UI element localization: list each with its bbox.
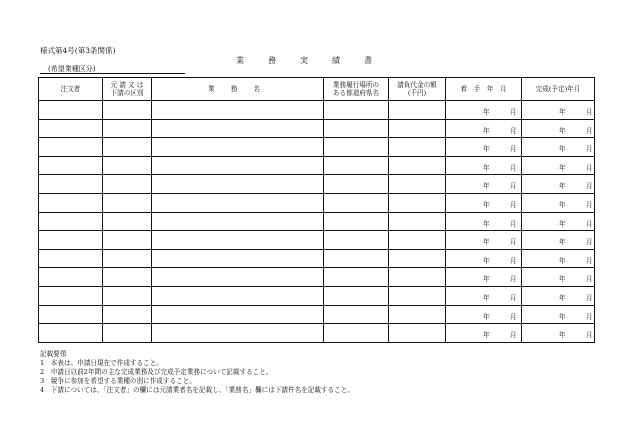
cell-prime-or-sub[interactable] [103, 101, 152, 120]
cell-task-name[interactable] [152, 324, 324, 343]
cell-prime-or-sub[interactable] [103, 212, 152, 231]
cell-contract-amount[interactable] [389, 175, 446, 194]
header-prefecture-line1: 業務履行場所の [332, 81, 380, 89]
table-row [39, 249, 595, 268]
cell-contract-amount[interactable] [389, 138, 446, 157]
cell-client[interactable] [39, 156, 103, 175]
table-row [39, 138, 595, 157]
year-mark: 年 [559, 293, 566, 302]
cell-start-date[interactable] [446, 249, 522, 268]
cell-client[interactable] [39, 286, 103, 305]
header-prime-or-sub [103, 78, 152, 101]
cell-start-date[interactable] [446, 156, 522, 175]
month-mark: 月 [510, 256, 517, 265]
cell-task-name[interactable] [152, 101, 324, 120]
year-mark: 年 [483, 145, 490, 154]
header-task-name: 業 務 名 [152, 78, 324, 101]
cell-prime-or-sub[interactable] [103, 324, 152, 343]
year-mark: 年 [483, 275, 490, 284]
cell-prime-or-sub[interactable] [103, 305, 152, 324]
year-mark: 年 [483, 108, 490, 116]
cell-task-name[interactable] [152, 305, 324, 324]
month-mark: 月 [586, 238, 593, 247]
cell-prime-or-sub[interactable] [103, 249, 152, 268]
cell-completion-date[interactable] [522, 324, 595, 343]
month-mark: 月 [586, 145, 593, 154]
cell-contract-amount[interactable] [389, 212, 446, 231]
cell-prime-or-sub[interactable] [103, 175, 152, 194]
cell-task-name[interactable] [152, 212, 324, 231]
month-mark: 月 [586, 163, 593, 172]
cell-completion-date[interactable] [522, 156, 595, 175]
cell-prime-or-sub[interactable] [103, 156, 152, 175]
cell-prefecture[interactable] [324, 175, 389, 194]
notes-heading: 記載要領 [40, 350, 67, 358]
cell-client[interactable] [39, 138, 103, 157]
cell-task-name[interactable] [152, 249, 324, 268]
table-row [39, 119, 595, 138]
year-mark: 年 [483, 200, 490, 209]
note-item-4: 4 下請については、「注文者」の欄には元請業者名を記載し、「業務名」欄には下請件名を記載すること。 [40, 386, 354, 394]
table-row [39, 286, 595, 305]
cell-prefecture[interactable] [324, 156, 389, 175]
month-mark: 月 [586, 219, 593, 228]
month-mark: 月 [586, 126, 593, 135]
cell-contract-amount[interactable] [389, 119, 446, 138]
month-mark: 月 [586, 108, 593, 116]
year-mark: 年 [559, 275, 566, 284]
cell-start-date[interactable] [446, 324, 522, 343]
month-mark: 月 [510, 145, 517, 154]
header-contract-amount [389, 78, 446, 101]
category-label: (希望業種区分) [48, 65, 96, 73]
month-mark: 月 [510, 219, 517, 228]
cell-start-date[interactable] [446, 305, 522, 324]
header-start-date: 着 手 年 月 [446, 78, 522, 101]
year-mark: 年 [483, 312, 490, 321]
cell-client[interactable] [39, 193, 103, 212]
cell-client[interactable] [39, 101, 103, 120]
cell-contract-amount[interactable] [389, 268, 446, 287]
month-mark: 月 [586, 312, 593, 321]
cell-prefecture[interactable] [324, 305, 389, 324]
year-mark: 年 [559, 238, 566, 247]
year-mark: 年 [483, 293, 490, 302]
cell-contract-amount[interactable] [389, 156, 446, 175]
cell-prefecture[interactable] [324, 101, 389, 120]
month-mark: 月 [586, 293, 593, 302]
cell-task-name[interactable] [152, 119, 324, 138]
cell-prefecture[interactable] [324, 286, 389, 305]
cell-task-name[interactable] [152, 175, 324, 194]
cell-prime-or-sub[interactable] [103, 286, 152, 305]
header-amount-line1: 請負代金の額 [397, 81, 437, 89]
year-mark: 年 [483, 331, 490, 340]
month-mark: 月 [510, 126, 517, 135]
table-row [39, 175, 595, 194]
table-row [39, 156, 595, 175]
cell-contract-amount[interactable] [389, 101, 446, 120]
cell-start-date[interactable] [446, 268, 522, 287]
year-mark: 年 [559, 200, 566, 209]
cell-task-name[interactable] [152, 193, 324, 212]
document-title: 業務実績書 [236, 56, 396, 65]
cell-contract-amount[interactable] [389, 249, 446, 268]
cell-start-date[interactable] [446, 212, 522, 231]
cell-start-date[interactable] [446, 175, 522, 194]
cell-prefecture[interactable] [324, 119, 389, 138]
month-mark: 月 [586, 200, 593, 209]
header-prefecture-line2: ある都道府県名 [332, 89, 380, 97]
cell-prefecture[interactable] [324, 138, 389, 157]
cell-prefecture[interactable] [324, 212, 389, 231]
header-completion-date: 完成(予定)年月 [522, 78, 595, 101]
year-mark: 年 [559, 182, 566, 191]
cell-prime-or-sub[interactable] [103, 231, 152, 250]
note-item-2: 2 申請日以前2年間の主な完成業務及び完成予定業務について記載すること。 [40, 368, 273, 376]
cell-completion-date[interactable] [522, 249, 595, 268]
cell-completion-date[interactable] [522, 305, 595, 324]
note-item-3: 3 競争に参加を希望する業種の別に作成すること。 [40, 377, 196, 385]
header-amount-line2: (千円) [407, 89, 427, 97]
year-mark: 年 [483, 182, 490, 191]
table-body [39, 101, 595, 343]
cell-prime-or-sub[interactable] [103, 268, 152, 287]
cell-completion-date[interactable] [522, 119, 595, 138]
cell-start-date[interactable] [446, 101, 522, 120]
note-item-1: 1 本表は、申請日現在で作成すること。 [40, 359, 163, 367]
cell-contract-amount[interactable] [389, 193, 446, 212]
year-mark: 年 [559, 145, 566, 154]
month-mark: 月 [510, 238, 517, 247]
month-mark: 月 [510, 200, 517, 209]
year-mark: 年 [483, 219, 490, 228]
year-mark: 年 [559, 108, 566, 116]
form-number-label: 様式第4号(第3条関係) [40, 46, 116, 55]
header-client: 注文者 [39, 78, 103, 101]
cell-task-name[interactable] [152, 138, 324, 157]
cell-client[interactable] [39, 212, 103, 231]
table-row [39, 101, 595, 120]
table-row [39, 324, 595, 343]
year-mark: 年 [559, 126, 566, 135]
cell-completion-date[interactable] [522, 212, 595, 231]
cell-start-date[interactable] [446, 119, 522, 138]
month-mark: 月 [510, 108, 517, 116]
cell-client[interactable] [39, 119, 103, 138]
cell-start-date[interactable] [446, 286, 522, 305]
year-mark: 年 [559, 256, 566, 265]
year-mark: 年 [483, 126, 490, 135]
month-mark: 月 [510, 331, 517, 340]
cell-completion-date[interactable] [522, 193, 595, 212]
cell-client[interactable] [39, 324, 103, 343]
cell-client[interactable] [39, 249, 103, 268]
cell-prefecture[interactable] [324, 249, 389, 268]
cell-task-name[interactable] [152, 268, 324, 287]
month-mark: 月 [586, 331, 593, 340]
cell-start-date[interactable] [446, 193, 522, 212]
header-prime-or-sub-line2: 下請の区別 [110, 89, 144, 97]
table-row [39, 268, 595, 287]
cell-start-date[interactable] [446, 138, 522, 157]
cell-prefecture[interactable] [324, 324, 389, 343]
month-mark: 月 [586, 182, 593, 191]
table-row [39, 212, 595, 231]
year-mark: 年 [559, 312, 566, 321]
cell-contract-amount[interactable] [389, 305, 446, 324]
cell-prime-or-sub[interactable] [103, 119, 152, 138]
cell-completion-date[interactable] [522, 175, 595, 194]
month-mark: 月 [586, 256, 593, 265]
records-table [38, 77, 595, 343]
cell-client[interactable] [39, 231, 103, 250]
header-prefecture [324, 78, 389, 101]
table-row [39, 305, 595, 324]
cell-completion-date[interactable] [522, 286, 595, 305]
header-prime-or-sub-line1: 元 請 又 は [110, 81, 144, 89]
cell-start-date[interactable] [446, 231, 522, 250]
cell-contract-amount[interactable] [389, 324, 446, 343]
cell-completion-date[interactable] [522, 231, 595, 250]
year-mark: 年 [559, 219, 566, 228]
month-mark: 月 [510, 312, 517, 321]
cell-completion-date[interactable] [522, 268, 595, 287]
month-mark: 月 [510, 275, 517, 284]
header-row [39, 78, 595, 101]
cell-contract-amount[interactable] [389, 286, 446, 305]
cell-completion-date[interactable] [522, 101, 595, 120]
cell-client[interactable] [39, 175, 103, 194]
month-mark: 月 [510, 293, 517, 302]
cell-completion-date[interactable] [522, 138, 595, 157]
cell-client[interactable] [39, 305, 103, 324]
year-mark: 年 [483, 256, 490, 265]
table-row [39, 231, 595, 250]
table-row [39, 193, 595, 212]
year-mark: 年 [483, 163, 490, 172]
cell-task-name[interactable] [152, 231, 324, 250]
year-mark: 年 [559, 331, 566, 340]
month-mark: 月 [510, 182, 517, 191]
cell-prime-or-sub[interactable] [103, 138, 152, 157]
month-mark: 月 [586, 275, 593, 284]
cell-task-name[interactable] [152, 286, 324, 305]
year-mark: 年 [559, 163, 566, 172]
year-mark: 年 [483, 238, 490, 247]
cell-prefecture[interactable] [324, 231, 389, 250]
cell-task-name[interactable] [152, 156, 324, 175]
cell-contract-amount[interactable] [389, 231, 446, 250]
cell-prefecture[interactable] [324, 268, 389, 287]
month-mark: 月 [510, 163, 517, 172]
cell-prime-or-sub[interactable] [103, 193, 152, 212]
cell-prefecture[interactable] [324, 193, 389, 212]
cell-client[interactable] [39, 268, 103, 287]
